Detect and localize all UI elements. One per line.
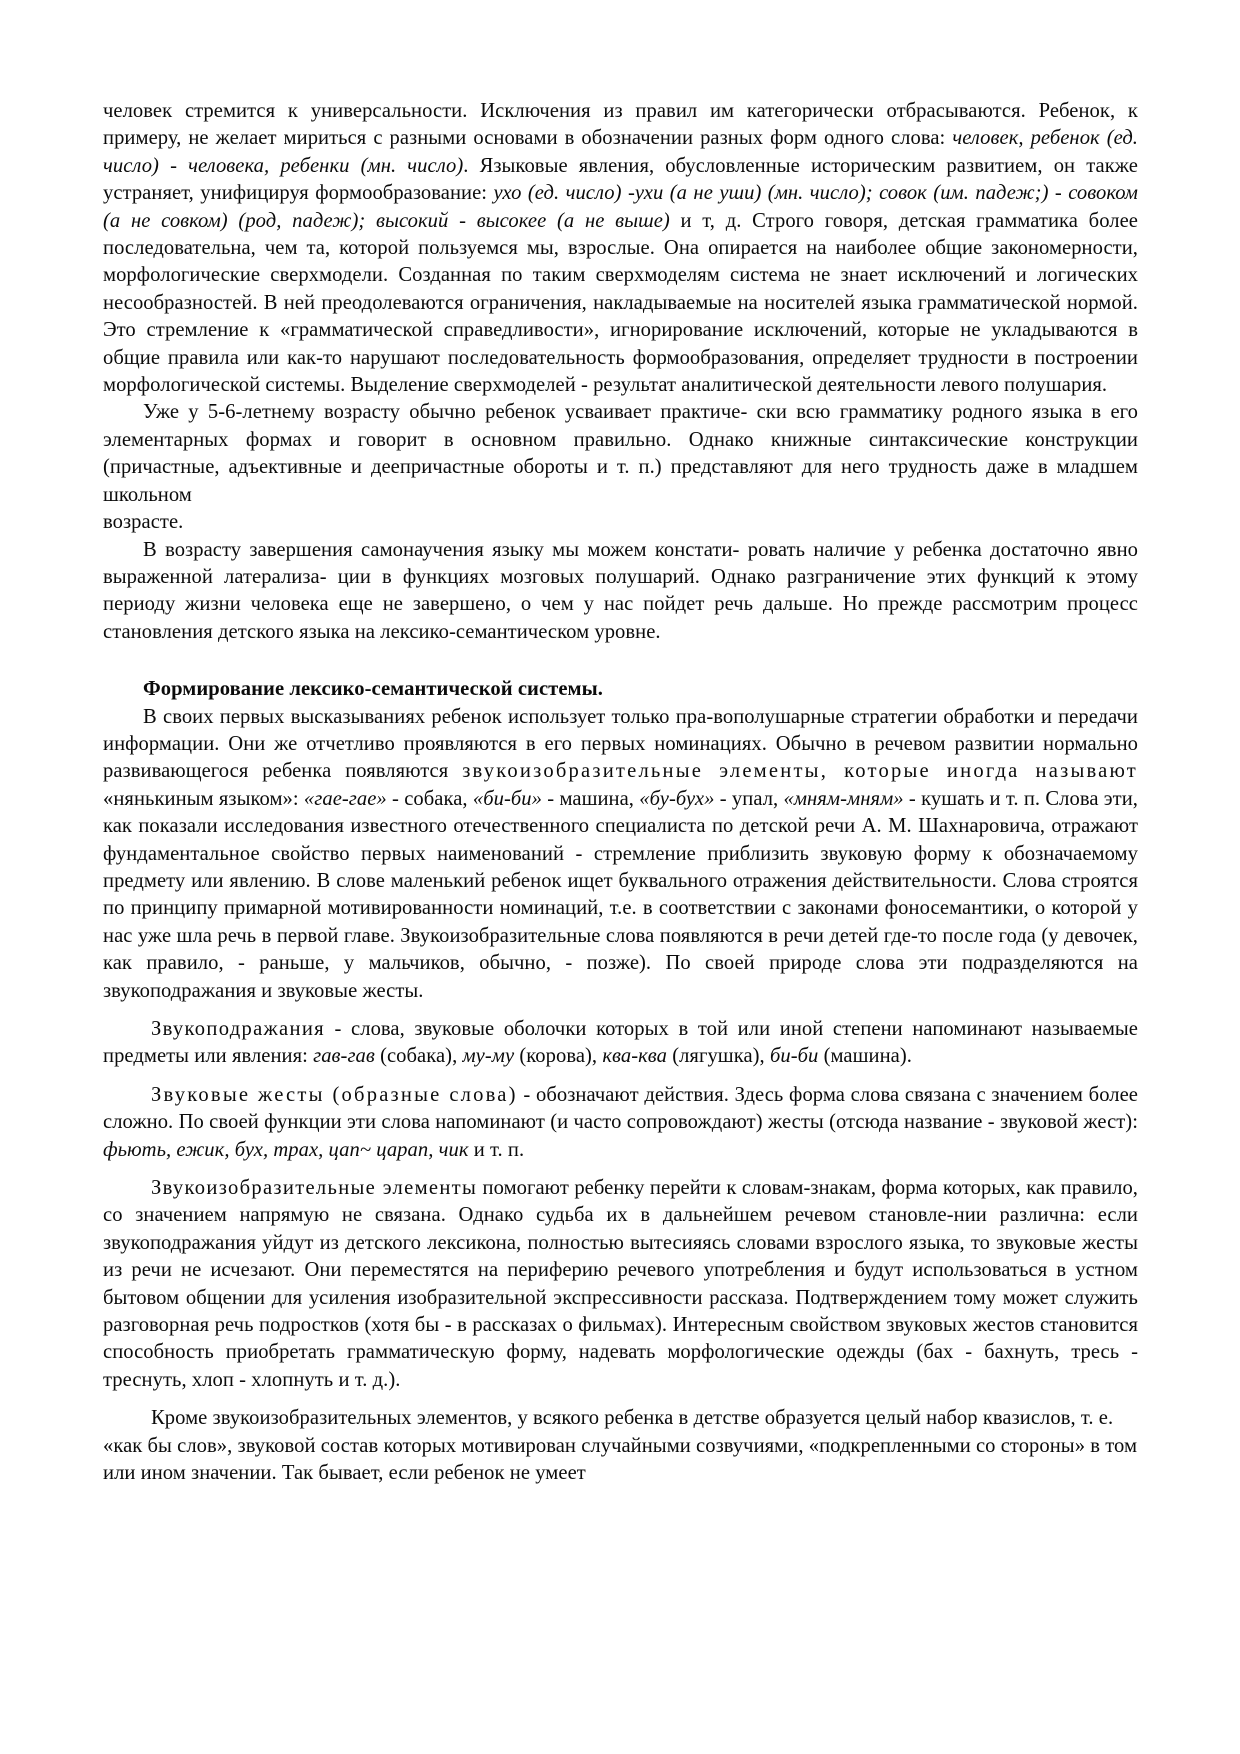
paragraph-4-runs-run-1: звукоизобразительные элементы, которые иногда называют [462, 760, 1138, 783]
section-heading [103, 676, 1138, 703]
paragraph-1-runs-run-4: и т, д. Строго говоря, детская грамматика более последовательна, чем та, которой пользуемся мы, взрослые. Она опирается на наиболее общие закономерности, морфологические сверхмодели. Созданная по таким сверхмоделям система не знает исключений и логических несообразностей. В ней преодолеваются ограничения, накладываемые на носителей языка грамматической нормой. Это стремление к «грамматической справедливости», игнорирование исключений, которые не укладываются в общие правила или как-то нарушают последовательность формообразования, определяет трудности в построении морфологической системы. Выделение сверхмоделей - результат аналитической деятельности левого полушария. [103, 209, 1138, 397]
paragraph-5-runs-run-8: би-би [769, 1045, 819, 1068]
paragraph-3 [103, 537, 1138, 647]
paragraph-5-runs-run-1: - слова, звуковые оболочки которых в той или иной степени напоминают называемые предметы или явления: [103, 1018, 1138, 1068]
paragraph-3-runs [103, 537, 1138, 647]
paragraph-1-runs [103, 98, 1138, 399]
section-heading-runs: Формирование лексико-семантической системы. [143, 678, 603, 701]
paragraph-5-runs-run-6: ква-ква [602, 1045, 667, 1068]
paragraph-7-runs-run-0: Звукоизобразительные элементы [151, 1177, 478, 1200]
paragraph-2b-runs [103, 509, 1138, 536]
paragraph-6-runs [103, 1082, 1138, 1164]
paragraph-7-spacer [103, 1164, 1138, 1175]
paragraph-5 [103, 1016, 1138, 1071]
paragraph-8-spacer [103, 1394, 1138, 1405]
paragraph-1-runs-run-2: . Языковые явления, обусловленные историческим развитием, он также устраняет, унифицируя формообразование: [103, 154, 1138, 205]
paragraph-5-runs-run-2: гав-гав [313, 1045, 375, 1068]
paragraph-1-runs-run-1: человек, ребенок (ед. число) - человека, ребенки (мн. число) [103, 127, 1138, 177]
paragraph-4-runs-run-4: - собака, [386, 787, 473, 810]
paragraph-3-runs-run-0: В возрасту завершения самонаучения языку мы можем констати- ровать наличие у ребенка достаточно явно выраженной латерализа- ции в функциях мозговых полушарий. Однако разграничение этих функций к этому периоду жизни человека еще не завершено, о чем у нас пойдет речь дальше. Но прежде рассмотрим процесс становления детского языка на лексико-семантическом уровне. [103, 538, 1138, 643]
paragraph-4-runs [103, 704, 1138, 1005]
paragraph-4-runs-run-0: В своих первых высказываниях ребенок использует только пра-вополушарные стратегии обработки и передачи информации. Они же отчетливо проявляются в его первых номинациях. Обычно в речевом развитии нормально развивающегося ребенка появляются [103, 705, 1138, 783]
paragraph-8-runs [103, 1405, 1138, 1487]
paragraph-2b [103, 509, 1138, 536]
paragraph-7-runs-run-1: помогают ребенку перейти к словам-знакам, форма которых, как правило, со значением напрямую не связана. Однако судьба их в дальнейшем речевом становле-нии различна: если звукоподражания уйдут из детского лексикона, полностью вытесияясь словами взрослого языка, то звуковые жесты из речи не исчезают. Они переместятся на периферию речевого употребления и будут использоваться в устном бытовом общении для усиления изобразительной экспрессивности рассказа. Подтверждением тому может служить разговорная речь подростков (хотя бы - в рассказах о фильмах). Интересным свойством звуковых жестов становится способность приобретать грамматическую форму, надевать морфологические одежды (бах - бахнуть, тресь - треснуть, хлоп - хлопнуть и т. д.). [103, 1177, 1138, 1391]
paragraph-7 [103, 1175, 1138, 1394]
paragraph-8-runs-run-0: Кроме звукоизобразительных элементов, у всякого ребенка в детстве образуется целый набор квазислов, т. е. «как бы слов», звуковой состав которых мотивирован случайными созвучиями, «подкрепленными со стороны» в том или ином значении. Так бывает, если ребенок не умеет [103, 1407, 1138, 1485]
heading-spacer [103, 646, 1138, 676]
paragraph-5-runs-run-7: (лягушка), [667, 1045, 770, 1068]
paragraph-2-runs [103, 399, 1138, 509]
paragraph-6-runs-run-2: фьють, ежик, бух, трах, цап~ царап, чик [103, 1138, 469, 1161]
paragraph-7-runs [103, 1175, 1138, 1394]
paragraph-5-runs [103, 1016, 1138, 1071]
paragraph-4-runs-run-7: «бу-бух» [639, 787, 715, 810]
paragraph-5-runs-run-3: (собака), [374, 1045, 463, 1068]
page-text-column [103, 98, 1138, 1488]
paragraph-6-runs-run-0: Звуковые жесты (образные слова) [151, 1083, 518, 1106]
paragraph-2b-runs-run-0: возрасте. [103, 511, 184, 534]
paragraph-2-runs-run-0: Уже у 5-6-летнему возрасту обычно ребенок усваивает практиче- ски всю грамматику родного языка в его элементарных формах и говорит в основном правильно. Однако книжные синтаксические конструкции (причастные, адъективные и деепричастные обороты и т. п.) представляют для него трудность даже в младшем школьном [103, 401, 1138, 506]
paragraph-6-spacer [103, 1071, 1138, 1082]
paragraph-5-runs-run-4: му-му [462, 1045, 515, 1068]
paragraph-6-runs-run-1: - обозначают действия. Здесь форма слова связана с значением более сложно. По своей функции эти слова напоминают (и часто сопровождают) жесты (отсюда название - звуковой жест): [103, 1083, 1138, 1134]
paragraph-4-runs-run-10: - кушать и т. п. Слова эти, как показали исследования известного отечественного специалиста по детской речи А. М. Шахнаровича, отражают фундаментальное свойство первых наименований - стремление приблизить звуковую форму к обозначаемому предмету или явлению. В слове маленький ребенок ищет буквального отражения действительности. Слова строятся по принципу примарной мотивированности номинаций, т.е. в соответствии с законами фоносемантики, о которой у нас уже шла речь в первой главе. Звукоизобразительные слова появляются в речи детей где-то после года (у девочек, как правило, - раньше, у мальчиков, обычно, - позже). По своей природе слова эти подразделяются на звукоподражания и звуковые жесты. [103, 787, 1138, 1002]
paragraph-2 [103, 399, 1138, 509]
paragraph-1 [103, 98, 1138, 399]
paragraph-1-runs-run-3: ухо (ед. число) -ухи (а не уши) (мн. число); совок (им. падеж;) - совоком (а не совком) (род, падеж); высокий - высокее (а не выше) [103, 182, 1138, 232]
paragraph-4 [103, 704, 1138, 1005]
paragraph-4-runs-run-9: «мням-мням» [783, 787, 904, 810]
paragraph-5-spacer [103, 1005, 1138, 1016]
paragraph-5-runs-run-0: Звукоподражания [151, 1018, 325, 1040]
paragraph-4-runs-run-6: - машина, [542, 787, 640, 810]
paragraph-1-runs-run-0: человек стремится к универсальности. Исключения из правил им категорически отбрасываются. Ребенок, к примеру, не желает мириться с разными основами в обозначении разных форм одного слова: [103, 100, 1138, 150]
paragraph-5-runs-run-9: (машина). [818, 1045, 912, 1068]
paragraph-4-runs-run-8: - упал, [714, 787, 784, 810]
paragraph-6 [103, 1082, 1138, 1164]
paragraph-4-runs-run-2: «нянькиным языком»: [103, 787, 304, 810]
paragraph-8 [103, 1405, 1138, 1487]
paragraph-6-runs-run-3: и т. п. [468, 1138, 525, 1161]
paragraph-5-runs-run-5: (корова), [514, 1045, 603, 1068]
paragraph-4-runs-run-3: «гае-гае» [303, 787, 387, 810]
paragraph-4-runs-run-5: «би-би» [472, 787, 542, 810]
